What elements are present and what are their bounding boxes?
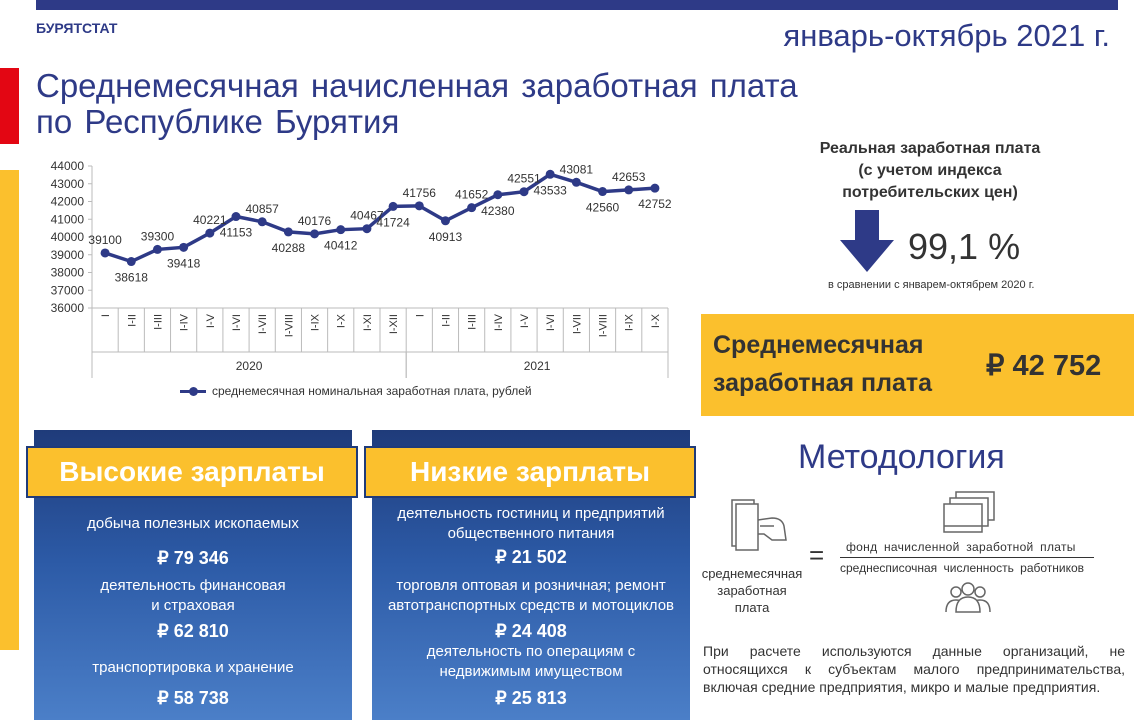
real-wage-title-line3: потребительских цен) [842,184,1018,201]
low-item-2-value: ₽ 24 408 [495,621,567,641]
data-point [101,248,110,257]
high-item-2-value: ₽ 62 810 [157,621,229,641]
year-label: 2020 [235,359,263,373]
real-wage-title-line1: Реальная заработная плата [819,140,1041,157]
red-accent-strip [0,68,19,144]
low-item-1-label-line2: общественного питания [447,525,615,542]
data-label: 39300 [140,229,175,244]
average-wage-label-line1: Среднемесячная [713,331,924,359]
x-tick-label: I [414,314,427,318]
data-label: 42560 [585,200,620,215]
org-name: БУРЯТСТАТ [36,20,118,36]
formula-fraction-line [840,557,1094,558]
data-point [572,178,581,187]
x-tick-label: I-V [519,314,531,329]
low-wages-panel [372,430,690,720]
y-tick-label: 41000 [50,212,84,227]
x-tick-label: I-X [335,314,348,329]
low-item-3-value: ₽ 25 813 [495,688,567,708]
data-point [284,227,293,236]
data-point [362,224,371,233]
data-label: 42380 [481,203,515,218]
data-label: 41153 [219,225,253,240]
down-arrow-icon [840,210,894,272]
data-label: 40857 [245,201,279,216]
data-label: 40288 [271,240,306,255]
x-tick-label: I-III [466,314,479,330]
average-wage-value: ₽ 42 752 [986,350,1102,382]
average-wage-label-line2: заработная плата [713,369,933,397]
low-item-2-label-line2: автотранспортных средств и мотоциклов [387,597,675,614]
real-wage-title [780,138,1080,204]
data-label: 42752 [638,197,672,212]
data-point [650,184,659,193]
data-label: 38618 [114,270,148,285]
data-label: 42551 [507,171,541,186]
formula-denominator: среднесписочная численность работников [840,561,1085,575]
low-item-1-label-line1: деятельность гостиниц и предприятий [397,505,665,522]
methodology-title: Методология [798,438,1005,476]
y-tick-label: 37000 [50,283,84,298]
data-point [415,201,424,210]
data-point [520,187,529,196]
low-wages-heading: Низкие зарплаты [364,446,696,498]
average-wage-label [713,326,932,402]
x-tick-label: I-II [440,314,453,327]
wage-chart-svg [30,152,680,382]
data-label: 41756 [402,185,436,200]
page-title [36,68,798,140]
methodology-text: При расчете используются данные организаций, не относящихся к субъектам малого предпринимательства, включая средние предприятия, микро и малые предприятия. [703,643,1125,695]
legend-label: среднемесячная номинальная заработная плата, рублей [212,384,532,398]
data-point [310,229,319,238]
equals-sign: = [809,540,825,570]
x-tick-label: I-VII [257,314,270,335]
data-point [624,185,633,194]
formula-left-line3: плата [734,600,770,615]
data-label: 43081 [559,162,594,177]
x-tick-label: I-XII [388,314,401,335]
people-icon [944,580,992,614]
x-tick-label: I-IV [178,314,191,332]
data-label: 39100 [88,232,122,247]
x-tick-label: I-VII [571,314,584,335]
low-item-2-label-line1: торговля оптовая и розничная; ремонт [396,577,666,594]
x-tick-label: I-IX [309,314,322,332]
data-point [598,187,607,196]
data-point [127,257,136,266]
real-wage-title-line2: (с учетом индекса [858,162,1002,179]
x-tick-label: I-VIII [597,314,610,338]
data-point [441,216,450,225]
data-point [232,212,241,221]
y-tick-label: 42000 [50,194,84,209]
y-tick-label: 39000 [50,247,84,262]
data-label: 42653 [612,169,646,184]
report-period: январь-октябрь 2021 г. [783,18,1110,53]
data-label: 43533 [533,183,567,198]
formula-numerator: фонд начисленной заработной платы [846,540,1076,554]
x-tick-label: I-IX [623,314,636,332]
data-label: 41724 [376,215,410,230]
data-point [493,190,502,199]
x-tick-label: I-VI [231,314,243,332]
data-point [179,243,188,252]
y-tick-label: 44000 [50,159,84,173]
high-item-1-value: ₽ 79 346 [157,548,229,568]
chart-legend [180,384,532,398]
y-tick-label: 38000 [50,265,84,280]
x-tick-label: I-X [649,314,662,329]
high-item-3-label: транспортировка и хранение [92,659,294,676]
high-item-1-label: добыча полезных ископаемых [87,515,299,532]
high-wages-panel [34,430,352,720]
x-tick-label: I-II [126,314,139,327]
data-point [546,170,555,179]
low-item-1-value: ₽ 21 502 [495,547,567,567]
real-wage-value: 99,1 % [908,226,1021,267]
high-wages-heading: Высокие зарплаты [26,446,358,498]
wage-chart [30,152,680,412]
screens-icon [942,490,996,540]
data-label: 40412 [324,238,358,253]
average-wage-box [701,314,1134,416]
x-tick-label: I [100,314,113,318]
data-label: 40467 [350,208,384,223]
x-tick-label: I-III [152,314,165,330]
high-item-2-label-line2: и страховая [151,597,235,614]
high-item-3-value: ₽ 58 738 [157,688,229,708]
x-tick-label: I-XI [361,314,374,332]
data-label: 39418 [166,256,201,271]
data-label: 41652 [454,187,489,202]
formula-left-line2: заработная [717,583,787,598]
year-label: 2021 [523,359,551,373]
data-label: 40221 [193,213,227,228]
y-tick-label: 36000 [50,301,84,315]
top-bar [36,0,1118,10]
low-item-3-label-line2: недвижимым имуществом [439,663,623,680]
real-wage-note: в сравнении с январем-октябрем 2020 г. [828,279,1035,291]
data-point [205,229,214,238]
x-tick-label: I-V [204,314,217,329]
data-point [467,203,476,212]
data-label: 40913 [428,229,463,244]
legend-line-marker [180,390,206,393]
data-point [153,245,162,254]
data-point [258,217,267,226]
y-tick-label: 40000 [50,230,84,244]
data-point [389,202,398,211]
y-tick-label: 43000 [50,176,84,191]
high-item-2-label-line1: деятельность финансовая [100,577,286,594]
page-title-line2: по Республике Бурятия [36,103,400,140]
data-point [336,225,345,234]
page-title-line1: Среднемесячная начисленная заработная плата [36,67,798,104]
x-tick-label: I-IV [492,314,505,332]
x-tick-label: I-VIII [283,314,296,338]
data-label: 40176 [297,213,332,228]
low-item-3-label-line1: деятельность по операциям с [426,643,636,660]
x-tick-label: I-VI [545,314,558,332]
document-hand-icon [728,496,792,552]
yellow-accent-strip [0,170,19,650]
formula-left-label [690,565,814,616]
formula-left-line1: среднемесячная [701,566,803,581]
